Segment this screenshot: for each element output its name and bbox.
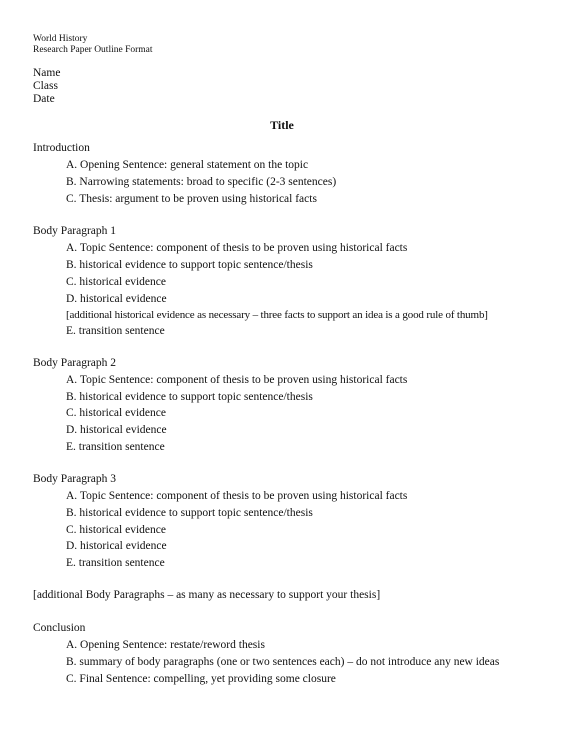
list-item: A. Topic Sentence: component of thesis to be proven using historical facts <box>66 242 408 254</box>
list-item: D. historical evidence <box>66 540 167 552</box>
list-item: A. Topic Sentence: component of thesis to be proven using historical facts <box>66 490 408 502</box>
list-item: C. Thesis: argument to be proven using historical facts <box>66 193 317 205</box>
course-name: World History <box>33 34 88 44</box>
page-title: Title <box>270 118 294 132</box>
list-item: E. transition sentence <box>66 325 165 337</box>
additional-paragraphs-note: [additional Body Paragraphs – as many as necessary to support your thesis] <box>33 589 381 601</box>
list-item: E. transition sentence <box>66 557 165 569</box>
document-subtitle: Research Paper Outline Format <box>33 45 153 55</box>
list-item: C. historical evidence <box>66 407 166 419</box>
section-heading-body-1: Body Paragraph 1 <box>33 225 117 237</box>
list-item: C. Final Sentence: compelling, yet providing some closure <box>66 673 336 685</box>
list-item: C. historical evidence <box>66 524 166 536</box>
list-item: A. Opening Sentence: general statement on the topic <box>66 159 309 171</box>
list-item: E. transition sentence <box>66 441 165 453</box>
section-heading-conclusion: Conclusion <box>33 622 86 634</box>
list-item: B. summary of body paragraphs (one or two sentences each) – do not introduce any new ideas <box>66 656 500 668</box>
name-label: Name <box>33 67 61 79</box>
list-item: B. Narrowing statements: broad to specific (2-3 sentences) <box>66 176 337 188</box>
list-item: A. Opening Sentence: restate/reword thesis <box>66 639 265 651</box>
section-heading-body-3: Body Paragraph 3 <box>33 473 117 485</box>
list-item-note: [additional historical evidence as necessary – three facts to support an idea is a good rule of thumb] <box>66 309 488 321</box>
list-item: A. Topic Sentence: component of thesis to be proven using historical facts <box>66 374 408 386</box>
list-item: B. historical evidence to support topic sentence/thesis <box>66 259 313 271</box>
list-item: B. historical evidence to support topic sentence/thesis <box>66 507 313 519</box>
list-item: B. historical evidence to support topic sentence/thesis <box>66 391 313 403</box>
section-heading-body-2: Body Paragraph 2 <box>33 357 117 369</box>
section-heading-introduction: Introduction <box>33 142 90 154</box>
class-label: Class <box>33 80 58 92</box>
list-item: D. historical evidence <box>66 293 167 305</box>
list-item: C. historical evidence <box>66 276 166 288</box>
list-item: D. historical evidence <box>66 424 167 436</box>
date-label: Date <box>33 93 55 105</box>
